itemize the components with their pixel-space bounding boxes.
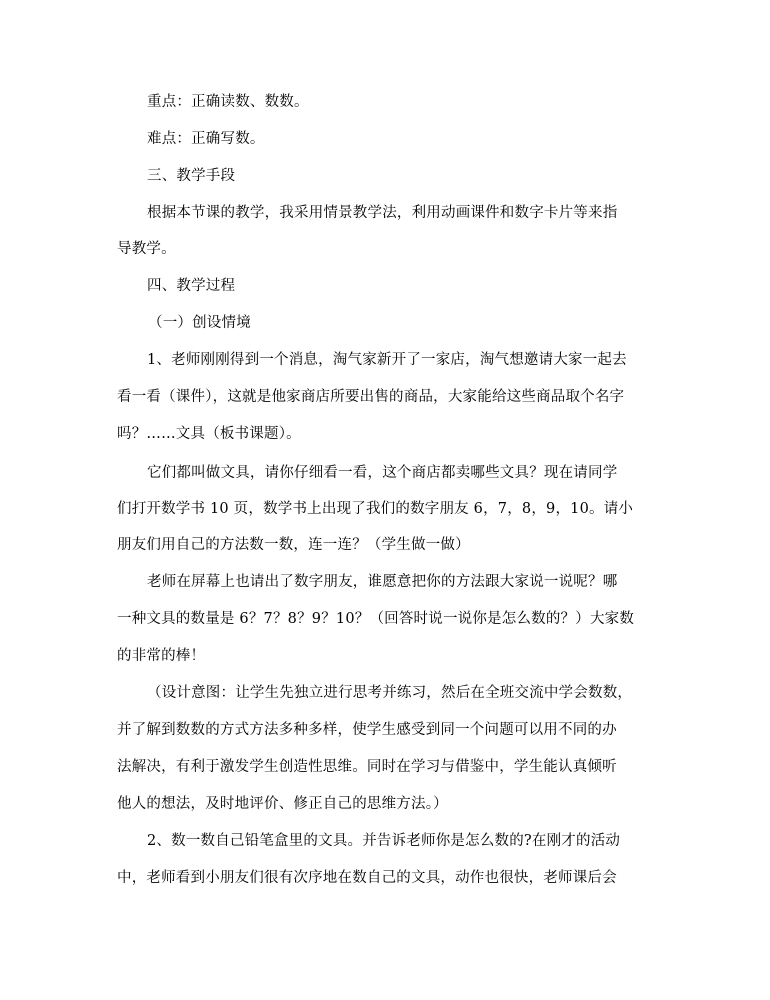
text-line: 一种文具的数量是 6？7？8？9？10？（回答时说一说你是怎么数的？）大家数 — [117, 611, 635, 627]
text-line: 法解决，有利于激发学生创造性思维。同时在学习与借鉴中，学生能认真倾听 — [117, 759, 617, 775]
text-line: 并了解到数数的方式方法多种多样，使学生感受到同一个问题可以用不同的办 — [117, 722, 617, 738]
text-line: 朋友们用自己的方法数一数，连一连？（学生做一做） — [117, 537, 470, 553]
text-line: 难点：正确写数。 — [147, 131, 265, 147]
text-line: 看一看（课件），这就是他家商店所要出售的商品，大家能给这些商品取个名字 — [117, 389, 625, 405]
text-line: 根据本节课的教学，我采用情景教学法，利用动画课件和数字卡片等来指 — [147, 205, 618, 221]
text-line: （设计意图：让学生先独立进行思考并练习，然后在全班交流中学会数数， — [147, 685, 633, 701]
text-line: 的非常的棒！ — [117, 648, 206, 664]
section-heading: 四、教学过程 — [147, 278, 236, 294]
text-line: 老师在屏幕上也请出了数字朋友，谁愿意把你的方法跟大家说一说呢？哪 — [147, 574, 618, 590]
section-heading: 三、教学手段 — [147, 168, 236, 184]
text-line: 重点：正确读数、数数。 — [147, 94, 309, 110]
text-line: 2、数一数自己铅笔盒里的文具。并告诉老师你是怎么数的?在刚才的活动 — [147, 833, 621, 849]
text-line: 导教学。 — [117, 241, 176, 257]
text-line: 它们都叫做文具，请你仔细看一看，这个商店都卖哪些文具？现在请同学 — [147, 465, 618, 481]
text-line: 中，老师看到小朋友们很有次序地在数自己的文具，动作也很快，老师课后会 — [117, 870, 617, 886]
text-line: 他人的想法，及时地评价、修正自己的思维方法。） — [117, 796, 448, 812]
subsection-heading: （一）创设情境 — [148, 315, 251, 331]
text-line: 吗？……文具（板书课题）。 — [117, 426, 301, 442]
text-line: 们打开数学书 10 页，数学书上出现了我们的数字朋友 6，7，8，9，10。请小 — [117, 501, 634, 517]
text-line: 1、老师刚刚得到一个消息，淘气家新开了一家店，淘气想邀请大家一起去 — [147, 352, 627, 368]
